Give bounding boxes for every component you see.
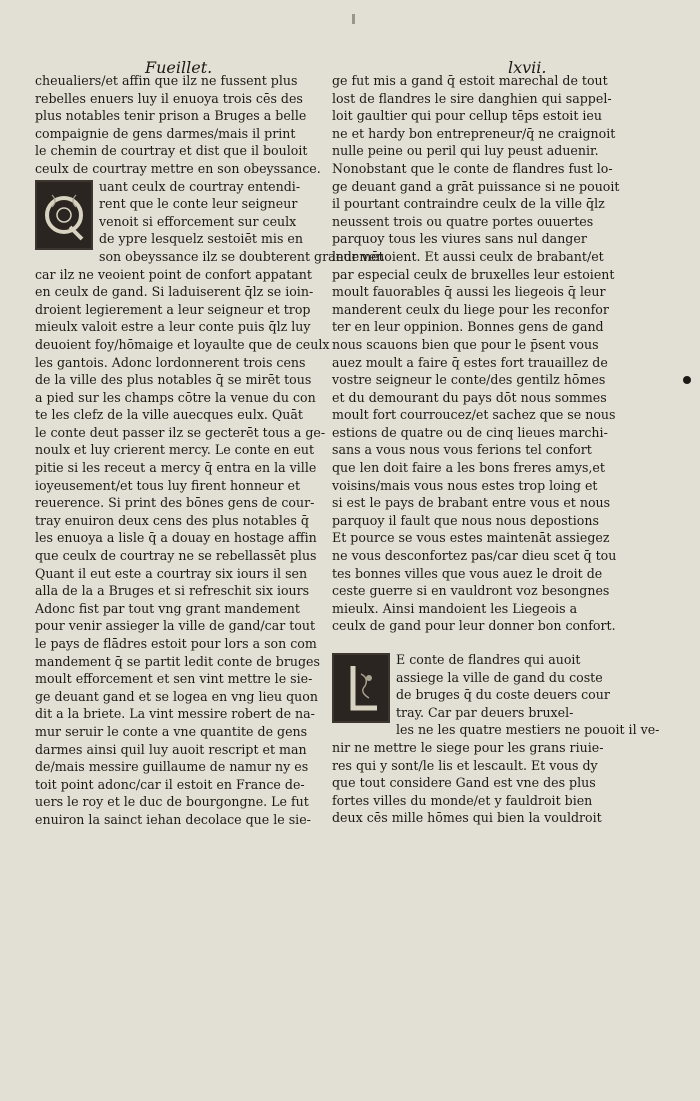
text-line: te les clefz de la ville auecques eulx. Quāt xyxy=(35,407,303,423)
text-line: moult fauorables q̄ aussi les liegeois q̄ leur xyxy=(332,284,606,300)
text-line: que len doit faire a les bons freres amys,et xyxy=(332,460,605,476)
text-line: venoit si efforcement sur ceulx xyxy=(99,213,297,229)
text-line: cheualiers/et affin que ilz ne fussent plus xyxy=(35,73,298,88)
text-line: ne et hardy bon entrepreneur/q̄ ne craignoit xyxy=(332,125,616,141)
text-line: plus notables tenir prison a Bruges a belle xyxy=(35,108,307,124)
right-column xyxy=(332,72,660,827)
text-line: ceulx de courtray mettre en son obeyssance. xyxy=(35,160,321,176)
text-line: moult efforcement et sen vint mettre le sie- xyxy=(35,671,313,687)
text-line: pour venir assieger la ville de gand/car tout xyxy=(35,618,316,634)
text-line: le conte deut passer ilz se gecterēt tous a ge- xyxy=(35,424,326,440)
text-line: nous scauons bien que pour le p̄sent vous xyxy=(332,336,599,352)
text-line: nir ne mettre le siege pour les grans riuie- xyxy=(332,739,604,755)
text-line: ge deuant gand et se logea en vng lieu quon xyxy=(35,688,318,704)
text-line: mandement q̄ se partit ledit conte de bruges xyxy=(35,653,320,669)
text-line: darmes ainsi quil luy auoit rescript et man xyxy=(35,741,307,757)
text-line: il pourtant contraindre ceulx de la ville q̄lz xyxy=(332,196,605,212)
right-paragraph-1 xyxy=(332,72,620,635)
text-line: les enuoya a lisle q̄ a douay en hostage affin xyxy=(35,530,317,546)
text-line: alla de la a Bruges et si refreschit six iours xyxy=(35,583,310,599)
text-line: dit a la briete. La vint messire robert de na- xyxy=(35,706,315,722)
page-mark xyxy=(352,14,355,24)
text-line: neussent trois ou quatre portes ouuertes xyxy=(332,213,594,229)
text-line: ge fut mis a gand q̄ estoit marechal de tout xyxy=(332,73,608,88)
text-line: parquoy tous les viures sans nul danger xyxy=(332,231,587,247)
text-line: les ne les quatre mestiers ne pouoit il ve- xyxy=(396,722,660,738)
text-line: Nonobstant que le conte de flandres fust lo- xyxy=(332,160,613,176)
text-line: que ceulx de courtray ne se rebellassēt plus xyxy=(35,548,317,564)
text-line: tray enuiron deux cens des plus notables q̄ xyxy=(35,512,309,528)
text-line: a pied sur les champs cōtre la venue du con xyxy=(35,389,316,405)
text-line: assiege la ville de gand du coste xyxy=(396,669,603,685)
text-line: de ypre lesquelz sestoiēt mis en xyxy=(99,231,303,247)
text-line: sans a vous nous vous ferions tel confort xyxy=(332,442,592,458)
text-line: moult fort courroucez/et sachez que se nous xyxy=(332,407,616,423)
text-line: les gantois. Adonc lordonnerent trois cens xyxy=(35,354,306,370)
text-line: fortes villes du monde/et y fauldroit bien xyxy=(332,792,593,808)
text-line: uers le roy et le duc de bourgongne. Le fut xyxy=(35,794,309,810)
text-line: ter en leur oppinion. Bonnes gens de gand xyxy=(332,319,604,335)
text-line: res qui y sont/le lis et lescault. Et vous dy xyxy=(332,757,598,773)
text-line: car ilz ne veoient point de confort appatant xyxy=(35,266,312,282)
text-line: et du demourant du pays dōt nous sommes xyxy=(332,389,607,405)
decorated-initial-l xyxy=(332,653,390,723)
text-line: si est le pays de brabant entre vous et nous xyxy=(332,495,611,511)
ornament-icon xyxy=(337,658,385,718)
text-line: le chemin de courtray et dist que il bouloit xyxy=(35,143,308,159)
text-line: E conte de flandres qui auoit xyxy=(396,652,581,667)
text-line: leur venoient. Et aussi ceulx de brabant/et xyxy=(332,248,604,264)
page-header-left: Fueillet. xyxy=(145,58,213,77)
text-line: de la ville des plus notables q̄ se mirēt tous xyxy=(35,372,312,388)
text-line: de bruges q̄ du coste deuers cour xyxy=(396,687,610,703)
text-line: noulx et luy crierent mercy. Le conte en eut xyxy=(35,442,315,458)
text-line: reuerence. Si print des bōnes gens de cour- xyxy=(35,495,315,511)
left-paragraph-2 xyxy=(35,178,384,829)
text-line: de/mais messire guillaume de namur ny es xyxy=(35,759,309,775)
text-line: auez moult a faire q̄ estes fort trauaillez de xyxy=(332,354,608,370)
margin-dot xyxy=(683,376,691,384)
text-line: droient legierement a leur seigneur et trop xyxy=(35,301,311,317)
text-line: nulle peine ou peril qui luy peust aduenir. xyxy=(332,143,599,159)
text-line: voisins/mais vous nous estes trop loing et xyxy=(332,477,598,493)
text-line: Quant il eut este a courtray six iours il sen xyxy=(35,565,308,581)
text-line: mieulx. Ainsi mandoient les Liegeois a xyxy=(332,600,578,616)
text-line: Et pource se vous estes maintenāt assiegez xyxy=(332,530,610,546)
left-column xyxy=(35,72,384,829)
text-line: en ceulx de gand. Si laduiserent q̄lz se ioin- xyxy=(35,284,314,300)
text-line: manderent ceulx du liege pour les reconfor xyxy=(332,301,609,317)
text-line: rent que le conte leur seigneur xyxy=(99,196,298,212)
text-line: estions de quatre ou de cinq lieues marchi- xyxy=(332,424,608,440)
text-line: ceste guerre si en vauldront voz besongnes xyxy=(332,583,610,599)
decorated-initial-q xyxy=(35,180,93,250)
left-paragraph-1 xyxy=(35,72,321,178)
text-line: vostre seigneur le conte/des gentilz hōmes xyxy=(332,372,606,388)
text-line: par especial ceulx de bruxelles leur estoient xyxy=(332,266,615,282)
text-line: toit point adonc/car il estoit en France de- xyxy=(35,776,305,792)
text-line: uant ceulx de courtray entendi- xyxy=(99,178,301,194)
text-line: pitie si les receut a mercy q̄ entra en la ville xyxy=(35,460,317,476)
text-line: deux cēs mille hōmes qui bien la vouldroit xyxy=(332,810,602,826)
text-line: loit gaultier qui pour cellup tēps estoit ieu xyxy=(332,108,602,124)
text-line: mur seruir le conte a vne quantite de gens xyxy=(35,723,308,739)
text-line: compaignie de gens darmes/mais il print xyxy=(35,125,296,141)
text-line: parquoy il fault que nous nous depostions xyxy=(332,512,599,528)
text-line: que tout considere Gand est vne des plus xyxy=(332,775,596,791)
text-line: ioyeusement/et tous luy firent honneur et xyxy=(35,477,301,493)
text-line: Adonc fist par tout vng grant mandement xyxy=(35,600,300,616)
text-line: deuoient foy/hōmaige et loyaulte que de ceulx xyxy=(35,336,330,352)
text-line: enuiron la sainct iehan decolace que le sie- xyxy=(35,811,311,827)
text-line: rebelles enuers luy il enuoya trois cēs des xyxy=(35,90,303,106)
ornament-icon xyxy=(40,185,88,245)
page-header-right: lxvii. xyxy=(508,58,547,77)
text-line: lost de flandres le sire danghien qui sappel- xyxy=(332,90,612,106)
text-line: tes bonnes villes que vous auez le droit de xyxy=(332,565,603,581)
text-line: ne vous desconfortez pas/car dieu scet q̄ tou xyxy=(332,548,617,564)
right-paragraph-2 xyxy=(332,651,660,827)
text-line: tray. Car par deuers bruxel- xyxy=(396,704,574,720)
text-line: ge deuant gand a grāt puissance si ne pouoit xyxy=(332,178,620,194)
text-line: son obeyssance ilz se doubterent grandemēt xyxy=(99,248,384,264)
text-line: le pays de flādres estoit pour lors a son com xyxy=(35,636,317,651)
text-line: mieulx valoit estre a leur conte puis q̄lz luy xyxy=(35,319,311,335)
text-line: ceulx de gand pour leur donner bon confort. xyxy=(332,618,616,634)
